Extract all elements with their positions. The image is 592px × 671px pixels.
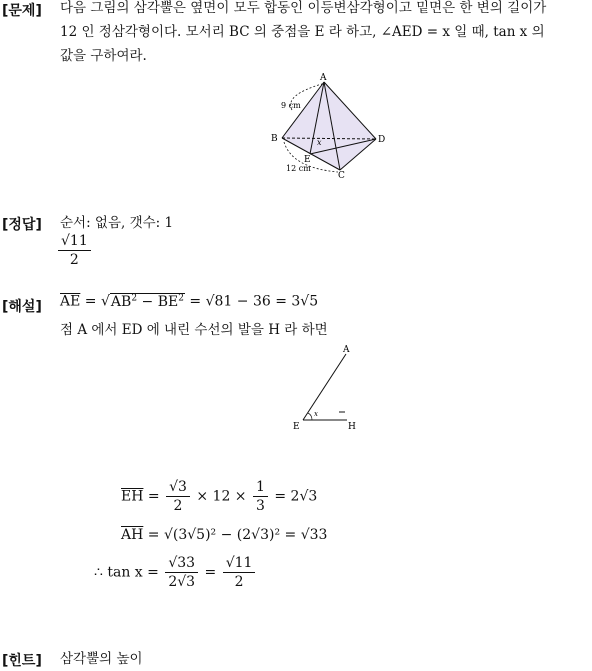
perpendicular-figure bbox=[290, 342, 360, 432]
ab-square: 2 bbox=[131, 293, 138, 303]
solution-eq-eh bbox=[121, 478, 317, 515]
answer-tag: [정답] bbox=[2, 217, 42, 233]
label-c: C bbox=[338, 171, 345, 180]
solution-eq-tan bbox=[94, 554, 257, 591]
pyramid-figure bbox=[262, 70, 392, 180]
be-segment: $\overline{BE}$ bbox=[157, 293, 179, 310]
problem-line-1: 다음 그림의 삼각뿔은 옆면이 모두 합동인 이등변삼각형이고 밑면은 한 변의 길이가 bbox=[60, 0, 547, 16]
label-d: D bbox=[378, 135, 386, 145]
label-e: E bbox=[304, 155, 311, 165]
solution-eq-ah bbox=[121, 527, 327, 543]
eh-middle: × 12 × bbox=[196, 488, 247, 505]
label-x-small: x bbox=[314, 410, 318, 418]
answer-value bbox=[56, 232, 93, 269]
solution-tag: [해설] bbox=[2, 299, 42, 315]
sqrt-body bbox=[110, 293, 185, 310]
tan-frac1-num: √33 bbox=[165, 554, 198, 573]
problem-tag: [문제] bbox=[2, 3, 42, 19]
label-base-length: 12 cm bbox=[286, 164, 311, 173]
eh-frac2-num: 1 bbox=[253, 478, 268, 497]
ab-segment: AB bbox=[110, 293, 132, 310]
eh-result: = 2√3 bbox=[274, 488, 318, 505]
answer-denominator: 2 bbox=[69, 252, 79, 268]
tan-frac2-num: √11 bbox=[223, 554, 256, 573]
label-h-small: H bbox=[348, 422, 356, 432]
label-angle-x: x bbox=[317, 138, 322, 147]
be-square: 2 bbox=[178, 293, 184, 303]
tan-frac2-den: 2 bbox=[234, 574, 244, 590]
ah-segment: $\overline{AH}$ bbox=[121, 527, 144, 543]
label-a: A bbox=[320, 73, 327, 83]
eh-frac2-den: 3 bbox=[256, 498, 265, 514]
label-e-small: E bbox=[293, 422, 300, 432]
segment-ea bbox=[303, 354, 346, 420]
minus-sign: − bbox=[141, 293, 154, 310]
eh-frac1-den: 2 bbox=[173, 498, 183, 514]
problem-line-2: 12 인 정삼각형이다. 모서리 BC 의 중점을 E 라 하고, ∠AED = x 일 때, tan x 의 bbox=[60, 24, 545, 40]
solution-line-2: 점 A 에서 ED 에 내린 수선의 발을 H 라 하면 bbox=[60, 322, 328, 338]
tan-lhs: ∴ tan x = bbox=[94, 564, 159, 581]
hint-text: 삼각뿔의 높이 bbox=[60, 651, 143, 667]
solution-eq-ae bbox=[60, 293, 318, 310]
tan-frac1-den: 2√3 bbox=[168, 574, 196, 590]
eh-eq-sign: = bbox=[147, 488, 160, 505]
answer-numerator: √11 bbox=[58, 232, 91, 251]
answer-line: 순서: 없음, 갯수: 1 bbox=[60, 215, 174, 231]
eh-segment: $\overline{EH}$ bbox=[121, 488, 144, 505]
hint-tag: [힌트] bbox=[2, 653, 42, 669]
label-a-small: A bbox=[343, 345, 350, 355]
angle-arc bbox=[308, 413, 312, 420]
sqrt-sign: √ bbox=[100, 293, 110, 310]
label-b: B bbox=[271, 134, 278, 144]
ae-segment: $\overline{AE}$ bbox=[60, 293, 81, 310]
eq1-result: = √81 − 36 = 3√5 bbox=[189, 293, 319, 310]
ah-result: = √(3√5)² − (2√3)² = √33 bbox=[147, 527, 328, 543]
label-edge-length: 9 cm bbox=[281, 101, 301, 110]
tan-eq-sign: = bbox=[204, 564, 217, 581]
eh-frac1-num: √3 bbox=[166, 478, 190, 497]
problem-text bbox=[60, 0, 590, 68]
problem-line-3: 값을 구하여라. bbox=[60, 48, 147, 64]
eq-sign: = bbox=[84, 293, 97, 310]
